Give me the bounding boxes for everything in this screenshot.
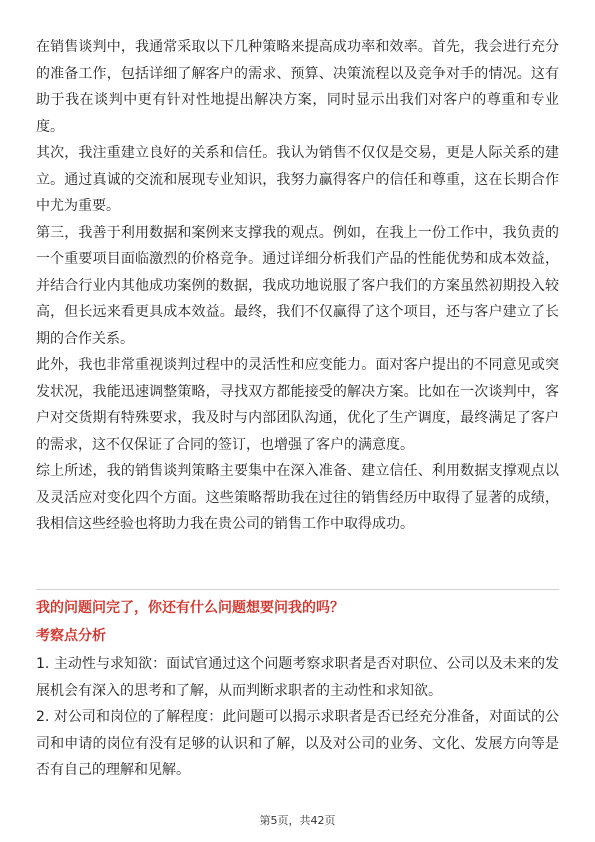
answer-paragraph-4: 此外，我也非常重视谈判过程中的灵活性和应变能力。面对客户提出的不同意见或突发状况，我能迅速调整策略，寻找双方都能接受的解决方案。比如在一次谈判中，客户对交货期有特殊要求，我及时与内部团队沟通，优化了生产调度，最终满足了客户的需求，这不仅保证了合同的签订，也增强了客户的满意度。: [36, 357, 559, 453]
answer-paragraph-5: 综上所述，我的销售谈判策略主要集中在深入准备、建立信任、利用数据支撑观点以及灵活应对变化四个方面。这些策略帮助我在过往的销售经历中取得了显著的成绩，我相信这些经验也将助力我在贵公司的销售工作中取得成功。: [36, 463, 559, 532]
answer-paragraph-1: 在销售谈判中，我通常采取以下几种策略来提高成功率和效率。首先，我会进行充分的准备工作，包括详细了解客户的需求、预算、决策流程以及竞争对手的情况。这有助于我在谈判中更有针对性地提出解决方案，同时显示出我们对客户的尊重和专业度。: [36, 39, 559, 135]
page-footer: 第5页，共42页: [259, 814, 336, 827]
answer-paragraph-3: 第三，我善于利用数据和案例来支撑我的观点。例如，在我上一份工作中，我负责的一个重要项目面临激烈的价格竞争。通过详细分析我们产品的性能优势和成本效益，并结合行业内其他成功案例的数据，我成功地说服了客户我们的方案虽然初期投入较高，但长远来看更具成本效益。最终，我们不仅赢得了这个项目，还与客户建立了长期的合作关系。: [36, 224, 559, 347]
analysis-heading: 考察点分析: [36, 628, 106, 644]
question-section: [36, 597, 559, 784]
answer-paragraph-2: 其次，我注重建立良好的关系和信任。我认为销售不仅仅是交易，更是人际关系的建立。通过真诚的交流和展现专业知识，我努力赢得客户的信任和尊重，这在长期合作中尤为重要。: [36, 145, 559, 214]
answer-body: [36, 34, 559, 538]
analysis-point-2: 2. 对公司和岗位的了解程度：此问题可以揭示求职者是否已经充分准备，对面试的公司和申请的岗位有没有足够的认识和了解，以及对公司的业务、文化、发展方向等是否有自己的理解和见解。: [36, 709, 559, 778]
question-heading: 我的问题问完了，你还有什么问题想要问我的吗？: [36, 600, 344, 616]
analysis-point-1: 1. 主动性与求知欲：面试官通过这个问题考察求职者是否对职位、公司以及未来的发展机会有深入的思考和了解，从而判断求职者的主动性和求知欲。: [36, 656, 559, 699]
section-divider: [36, 589, 559, 590]
